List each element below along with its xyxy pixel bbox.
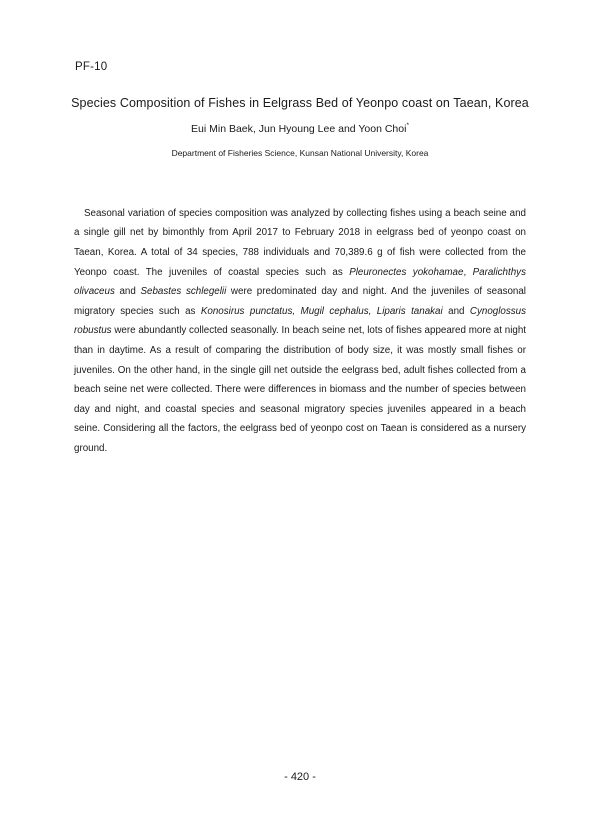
abstract-sep: and [442, 305, 470, 317]
species-name: Paralichthys olivaceus [74, 266, 526, 298]
corresponding-author-mark: * [406, 122, 409, 129]
author-list [0, 123, 600, 135]
species-name: Konosirus punctatus, Mugil cephalus, Liparis tanakai [200, 305, 443, 317]
abstract-body [74, 204, 526, 459]
affiliation: Department of Fisheries Science, Kunsan National University, Korea [171, 148, 429, 158]
abstract-sep: and [114, 286, 141, 298]
abstract-text-3: were abundantly collected seasonally. In beach seine net, lots of fishes appeared more at night than in daytime. As a result of comparing the distribution of body size, it was mostly small fishes or juveniles. On the other hand, in the single gill net outside the eelgrass bed, adult fishes collected from a beach seine net were collected. There were differences in biomass and the number of species between day and night, and coastal species and seasonal migratory species juveniles appeared in a beach seine. Considering all the factors, the eelgrass bed of yeonpo cost on Taean is considered as a nursery ground. [74, 325, 526, 454]
species-name: Cynoglossus robustus [74, 305, 526, 337]
page-number: - 420 - [284, 771, 316, 783]
authors-text: Eui Min Baek, Jun Hyoung Lee and Yoon Choi [191, 123, 407, 135]
abstract-sep: , [463, 266, 473, 278]
abstract-text-1: Seasonal variation of species composition was analyzed by collecting fishes using a beach seine and a single gill net by bimonthly from April 2017 to February 2018 in eelgrass bed of yeonpo coast on Taean, Korea. A total of 34 species, 788 individuals and 70,389.6 g of fish were collected from the Yeonpo coast. The juveniles of coastal species such as [74, 207, 526, 278]
species-name: Pleuronectes yokohamae [349, 266, 464, 278]
abstract-code: PF-10 [75, 61, 108, 73]
species-name: Sebastes schlegelii [140, 286, 227, 298]
abstract-text-2: were predominated day and night. And the juveniles of seasonal migratory species such as [74, 286, 526, 317]
paper-title: Species Composition of Fishes in Eelgrass Bed of Yeonpo coast on Taean, Korea [71, 96, 529, 110]
